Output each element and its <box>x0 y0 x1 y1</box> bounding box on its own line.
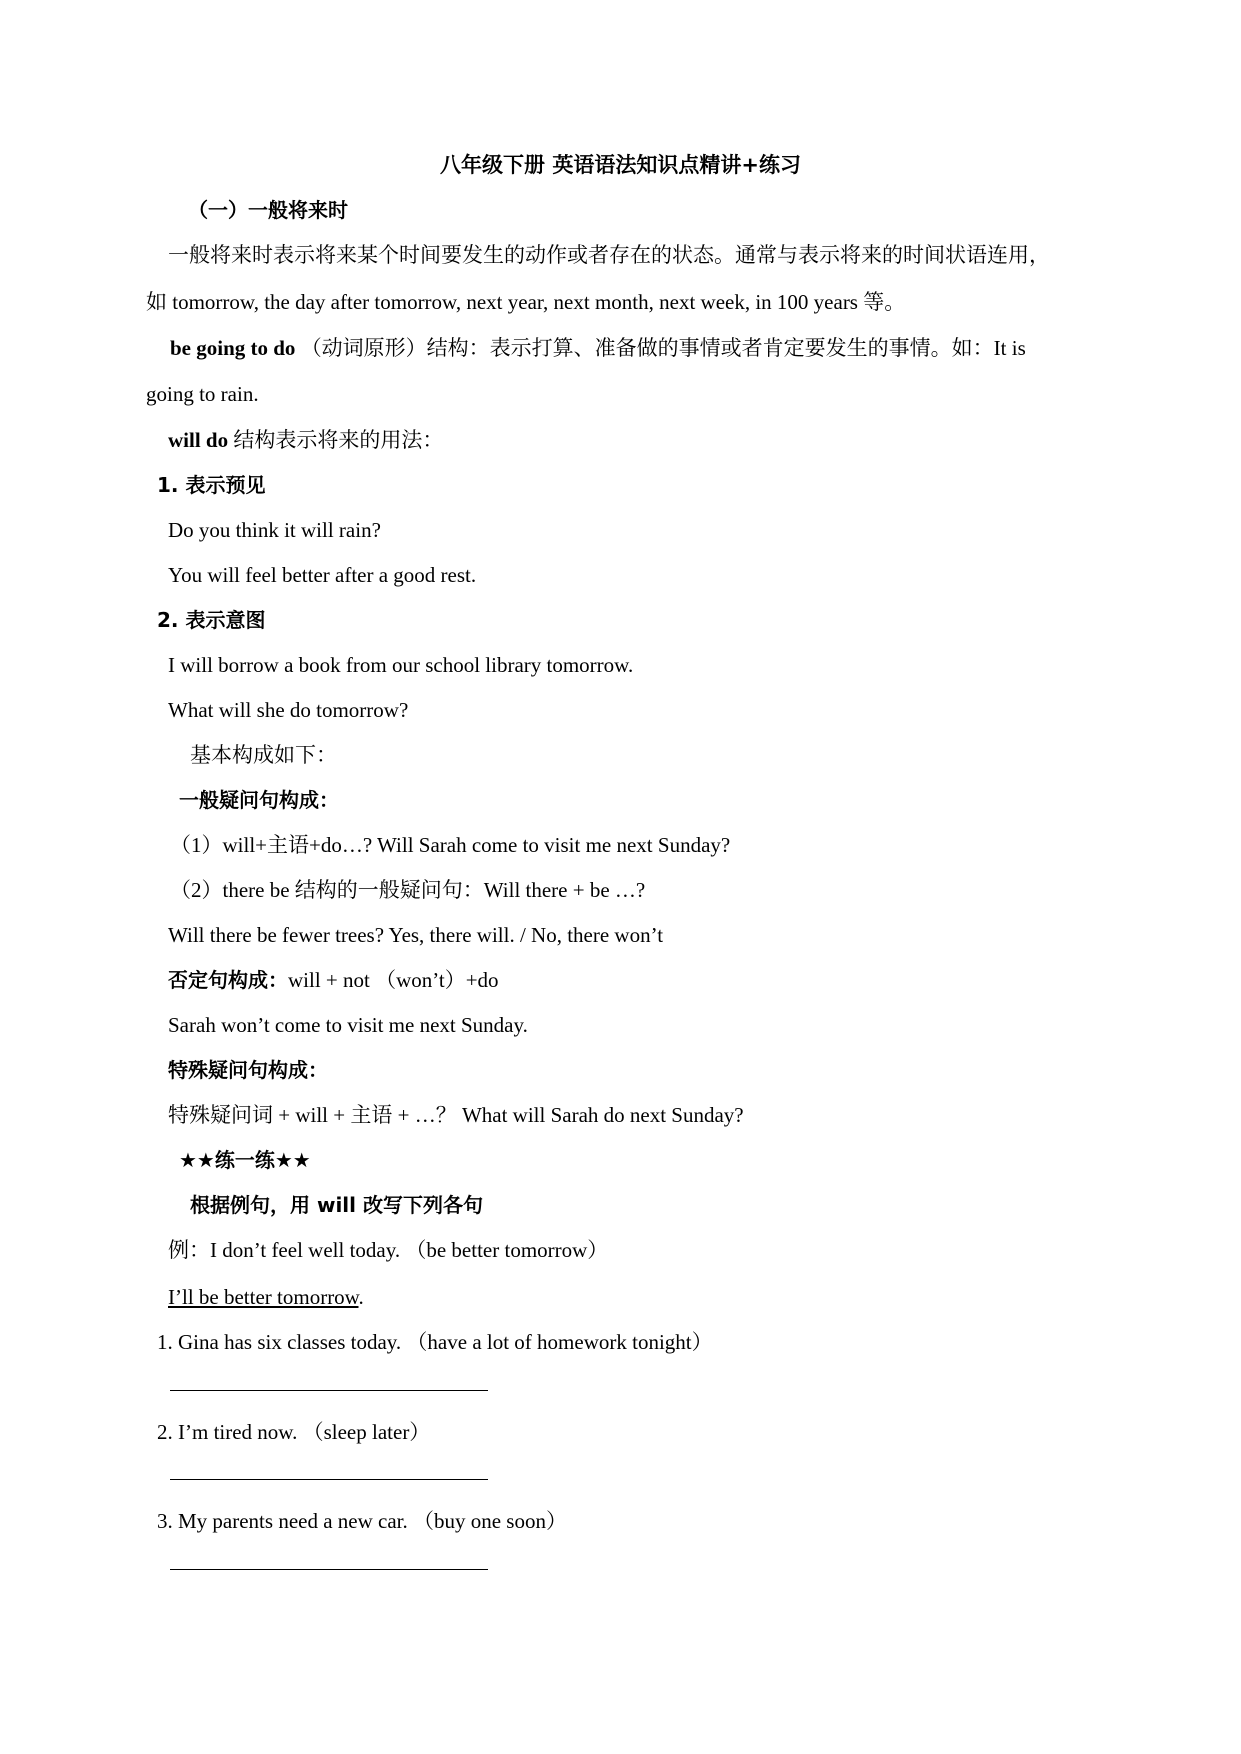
practice-example-answer <box>168 1282 364 1312</box>
going-to-description: （动词原形）结构：表示打算、准备做的事情或者肯定要发生的事情。如：It is <box>295 336 1026 360</box>
exercise-item: 2. I’m tired now. （sleep later） <box>157 1420 431 1444</box>
negative-label: 否定句构成： <box>168 968 288 992</box>
subheading-prediction: 1. 表示预见 <box>157 473 266 497</box>
negative-structure <box>168 965 499 995</box>
going-to-term: be going to do <box>170 336 296 360</box>
intro-paragraph-line-2: 如 tomorrow, the day after tomorrow, next year, next month, next week, in 100 years 等。 <box>146 290 906 314</box>
exercise-item: 1. Gina has six classes today. （have a lot of homework tonight） <box>157 1330 713 1354</box>
exercise-item: 3. My parents need a new car. （buy one soon） <box>157 1509 567 1533</box>
general-question-rule-2: （2）there be 结构的一般疑问句：Will there + be …? <box>170 878 646 902</box>
section-heading: （一）一般将来时 <box>188 198 348 222</box>
example-answer-period: . <box>358 1285 364 1309</box>
will-do-description: 结构表示将来的用法： <box>228 428 444 452</box>
negative-formula: will + not （won’t）+do <box>288 968 499 992</box>
example-sentence: Sarah won’t come to visit me next Sunday. <box>168 1013 528 1037</box>
intro-paragraph-line-1: 一般将来时表示将来某个时间要发生的动作或者存在的状态。通常与表示将来的时间状语连用， <box>168 243 1050 267</box>
special-question-rule: 特殊疑问词 + will + 主语 + …？ What will Sarah do next Sunday? <box>168 1103 744 1127</box>
practice-heading: ★★练一练★★ <box>179 1148 311 1172</box>
answer-blank[interactable] <box>170 1569 488 1570</box>
special-question-heading: 特殊疑问句构成： <box>168 1058 328 1082</box>
general-question-heading: 一般疑问句构成： <box>179 788 339 812</box>
example-sentence: Will there be fewer trees? Yes, there will. / No, there won’t <box>168 923 664 947</box>
example-answer-text: I’ll be better tomorrow <box>168 1285 359 1309</box>
subheading-intention: 2. 表示意图 <box>157 608 266 632</box>
answer-blank[interactable] <box>170 1390 488 1391</box>
example-sentence: What will she do tomorrow? <box>168 698 409 722</box>
document-title: 八年级下册 英语语法知识点精讲+练习 <box>440 153 801 177</box>
practice-instruction: 根据例句，用 will 改写下列各句 <box>190 1193 483 1217</box>
answer-blank[interactable] <box>170 1479 488 1480</box>
general-question-rule-1: （1）will+主语+do…? Will Sarah come to visit me next Sunday? <box>170 833 731 857</box>
example-sentence: You will feel better after a good rest. <box>168 563 477 587</box>
will-do-term: will do <box>168 428 229 452</box>
example-sentence: I will borrow a book from our school library tomorrow. <box>168 653 634 677</box>
basic-structure-label: 基本构成如下： <box>190 743 337 767</box>
practice-example-prompt: 例：I don’t feel well today. （be better tomorrow） <box>168 1238 609 1262</box>
going-to-paragraph <box>170 333 1026 363</box>
example-sentence: Do you think it will rain? <box>168 518 381 542</box>
going-to-paragraph-cont: going to rain. <box>146 382 259 406</box>
will-do-intro <box>168 425 443 455</box>
